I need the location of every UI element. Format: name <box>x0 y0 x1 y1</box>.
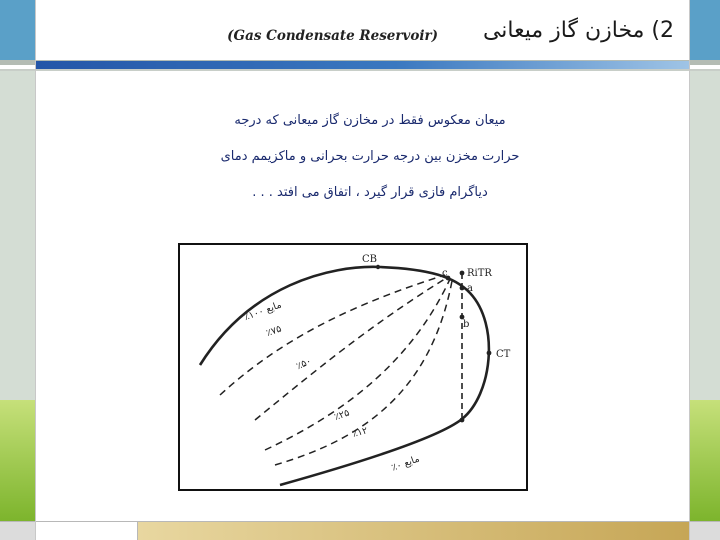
label-a: a <box>467 283 473 294</box>
body-line-3: دیاگرام فازی قرار گیرد ، اتفاق می افتد . . . <box>252 185 488 200</box>
body-line-1: میعان معکوس فقط در مخازن گاز میعانی که درجه <box>234 113 506 128</box>
label-liquid-12: ٪۱۲ <box>351 425 369 440</box>
quality-line-25 <box>265 279 450 450</box>
right-frame-line <box>689 0 690 540</box>
footer-separator <box>137 522 138 540</box>
label-cb: CB <box>362 254 377 265</box>
page-title: 2) مخازن گاز میعانی <box>482 18 674 43</box>
header-divider-lower <box>0 69 720 71</box>
left-frame-line <box>35 0 36 540</box>
left-frame-middle <box>0 70 35 400</box>
point-ri-tr <box>460 271 465 276</box>
point-a <box>460 286 465 291</box>
label-liquid-25: ٪۲۵ <box>332 407 352 424</box>
right-frame-bottom <box>690 522 720 540</box>
label-liquid-0: مایع ۰٪ <box>390 453 422 474</box>
left-frame-top <box>0 0 35 60</box>
quality-line-75 <box>220 275 445 395</box>
label-c: c <box>442 268 448 279</box>
page-subtitle: (Gas Condensate Reservoir) <box>227 28 438 44</box>
footer-gold-band <box>138 522 690 540</box>
body-line-2: حرارت مخزن بین درجه حرارت بحرانی و ماکزیمم دمای <box>220 149 520 164</box>
left-frame-bottom <box>0 522 35 540</box>
header-blue-band <box>35 61 690 69</box>
right-frame-green <box>690 400 720 522</box>
label-ct: CT <box>496 349 511 360</box>
footer-divider <box>0 521 720 522</box>
label-liquid-100: مایع ۱۰۰٪ <box>242 299 284 324</box>
phase-diagram <box>178 243 528 491</box>
label-liquid-75: ٪۷۵ <box>264 323 284 340</box>
right-frame-middle <box>690 70 720 400</box>
right-frame-top <box>690 0 720 60</box>
phase-diagram-svg <box>180 245 526 489</box>
point-lower <box>460 418 465 423</box>
label-liquid-50: ٪۵۰ <box>294 355 314 373</box>
point-ct <box>487 351 492 356</box>
label-b: b <box>463 319 470 330</box>
left-frame-green <box>0 400 35 522</box>
point-cb <box>376 265 380 269</box>
label-ri-tr: RiTR <box>467 268 492 279</box>
